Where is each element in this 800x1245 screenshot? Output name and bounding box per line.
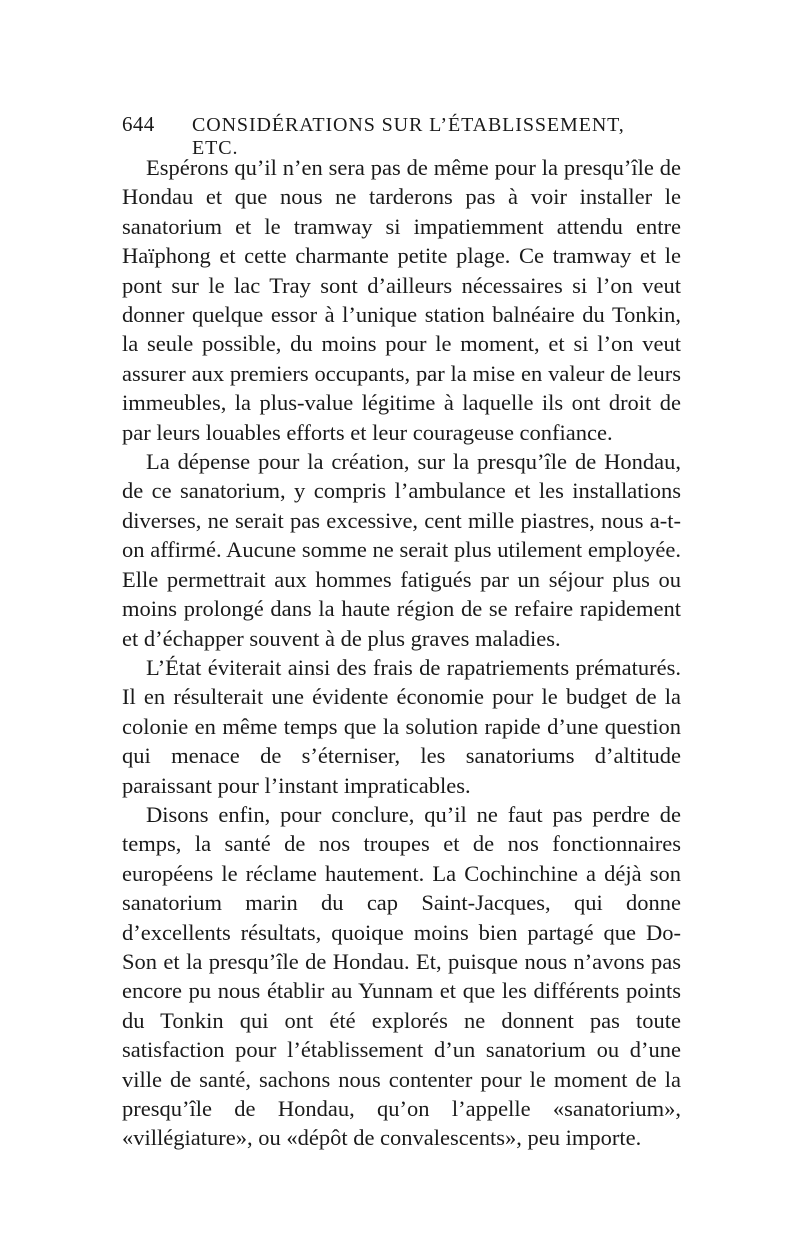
body-text bbox=[122, 153, 681, 1153]
paragraph-1: Espérons qu’il n’en sera pas de même pour la presqu’île de Hondau et que nous ne tarderons pas à voir installer le sanatorium et le tramway si impatiemment attendu entre Haïphong et cette charmante petite plage. Ce tramway et le pont sur le lac Tray sont d’ailleurs nécessaires si l’on veut donner quelque essor à l’unique station balnéaire du Tonkin, la seule possible, du moins pour le moment, et si l’on veut assurer aux premiers occupants, par la mise en valeur de leurs immeubles, la plus-value légitime à laquelle ils ont droit de par leurs louables efforts et leur courageuse confiance. bbox=[122, 155, 681, 445]
paragraph-2: La dépense pour la création, sur la presqu’île de Hondau, de ce sanatorium, y compris l’ambulance et les installations diverses, ne serait pas excessive, cent mille piastres, nous a-t-on affirmé. Aucune somme ne serait plus utilement employée. Elle permettrait aux hommes fatigués par un séjour plus ou moins prolongé dans la haute région de se refaire rapidement et d’échapper souvent à de plus graves maladies. bbox=[122, 449, 681, 651]
running-title: CONSIDÉRATIONS SUR L’ÉTABLISSEMENT, ETC. bbox=[192, 114, 625, 159]
page-number: 644 bbox=[122, 112, 155, 136]
running-head bbox=[122, 112, 625, 159]
paragraph-4: Disons enfin, pour conclure, qu’il ne faut pas perdre de temps, la santé de nos troupes et de nos fonctionnaires européens le réclame hautement. La Cochinchine a déjà son sanatorium marin du cap Saint-Jacques, qui donne d’excellents résultats, quoique moins bien partagé que Do-Son et la presqu’île de Hondau. Et, puisque nous n’avons pas encore pu nous établir au Yunnam et que les différents points du Tonkin qui ont été explorés ne donnent pas toute satisfaction pour l’établissement d’un sanatorium ou d’une ville de santé, sachons nous contenter pour le moment de la presqu’île de Hondau, qu’on l’appelle «sanatorium», «villégiature», ou «dépôt de convalescents», peu importe. bbox=[122, 801, 681, 1151]
paragraph-3: L’État éviterait ainsi des frais de rapatriements prématurés. Il en résulterait une évidente économie pour le budget de la colonie en même temps que la solution rapide d’une question qui menace de s’éterniser, les sanatoriums d’altitude paraissant pour l’instant impraticables. bbox=[122, 654, 681, 798]
